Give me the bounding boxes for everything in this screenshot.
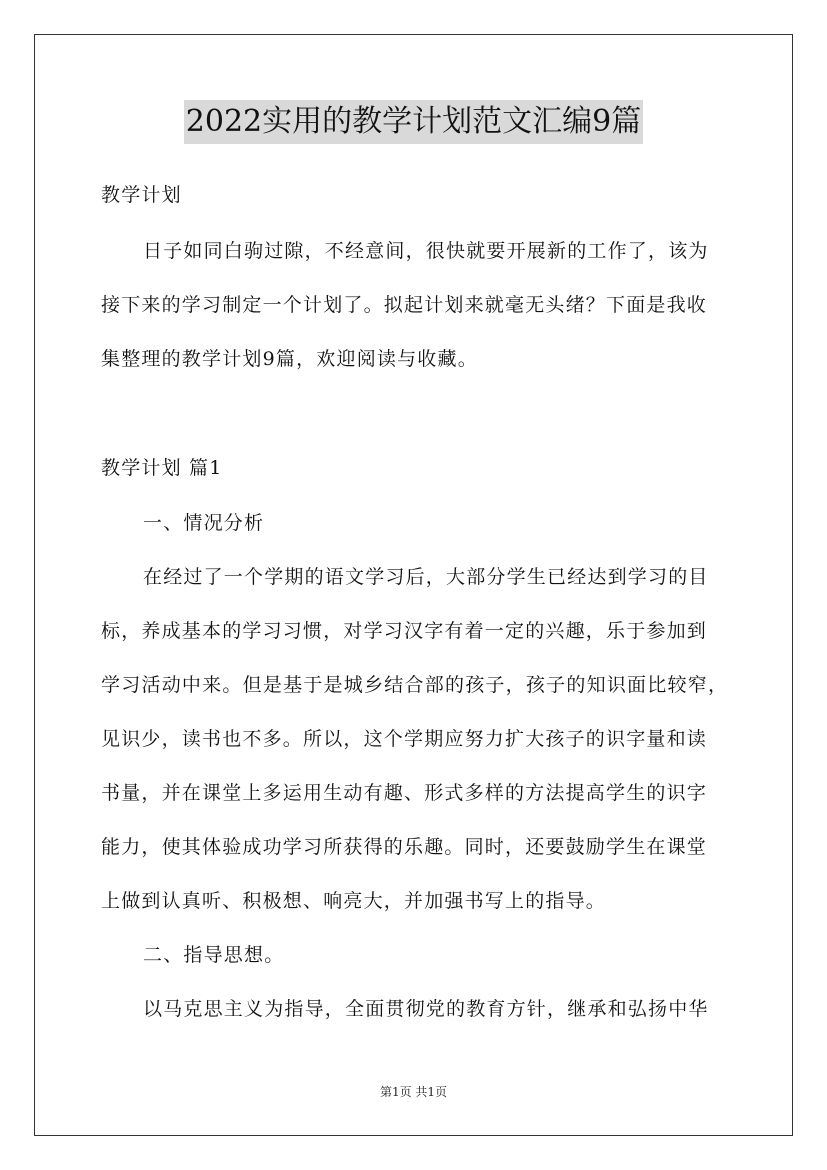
intro-line-3: 集整理的教学计划9篇，欢迎阅读与收藏。 [101, 348, 478, 370]
para-2-line-1: 以马克思主义为指导，全面贯彻党的教育方针，继承和弘扬中华 [143, 998, 709, 1020]
section-heading-1: 一、情况分析 [143, 512, 265, 534]
para-1-line-7: 上做到认真听、积极想、响亮大，并加强书写上的指导。 [101, 890, 607, 912]
para-1-line-6: 能力，使其体验成功学习所获得的乐趣。同时，还要鼓励学生在课堂 [101, 836, 708, 858]
para-1-line-5: 书量，并在课堂上多运用生动有趣、形式多样的方法提高学生的识字 [101, 782, 708, 804]
document-title: 2022实用的教学计划范文汇编9篇 [184, 100, 643, 144]
section-label: 教学计划 [101, 184, 182, 206]
title-container [0, 100, 827, 144]
para-1-line-2: 标，养成基本的学习习惯，对学习汉字有着一定的兴趣，乐于参加到 [101, 620, 708, 642]
para-1-line-4: 见识少，读书也不多。所以，这个学期应努力扩大孩子的识字量和读 [101, 728, 708, 750]
intro-line-2: 接下来的学习制定一个计划了。拟起计划来就毫无头绪？下面是我收 [101, 294, 708, 316]
para-1-line-1: 在经过了一个学期的语文学习后，大部分学生已经达到学习的目 [143, 566, 709, 588]
chapter-heading: 教学计划 篇1 [101, 457, 223, 479]
intro-line-1: 日子如同白驹过隙，不经意间，很快就要开展新的工作了，该为 [143, 240, 709, 262]
para-1-line-3: 学习活动中来。但是基于是城乡结合部的孩子，孩子的知识面比较窄， [101, 674, 727, 696]
page-footer: 第1页 共1页 [379, 1085, 448, 1099]
section-heading-2: 二、指导思想。 [143, 944, 285, 966]
